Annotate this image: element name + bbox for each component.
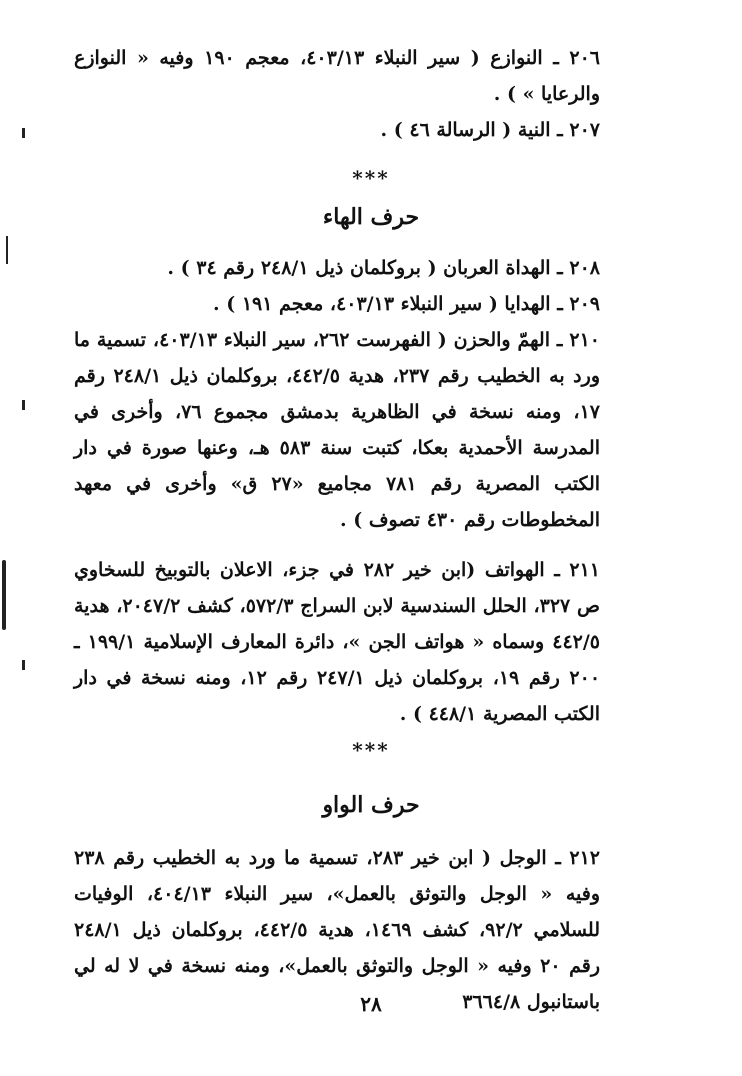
top-entries (74, 40, 600, 148)
section-heading-ha: حرف الهاء (322, 204, 420, 230)
entry-212: ٢١٢ ـ الوجل ( ابن خير ٢٨٣، تسمية ما ورد به الخطيب رقم ٢٣٨ وفيه « الوجل والتوثق بالعمل»، سير النبلاء ٤٠٤/١٣، الوفيات للسلامي ٩٢/٢، كشف ١٤٦٩، هدية ٤٤٢/٥، بروكلمان ذيل ٢٤٨/١ رقم ٢٠ وفيه « الوجل والتوثق بالعمل»، ومنه نسخة في لا له لي باستانبول ٣٦٦٤/٨ (74, 847, 600, 1013)
entry-208: ٢٠٨ ـ الهداة العربان ( بروكلمان ذيل ٢٤٨/١ رقم ٣٤ ) . (167, 257, 600, 279)
scan-mark (6, 236, 8, 264)
scan-mark (2, 560, 6, 630)
entry-206: ٢٠٦ ـ النوازع ( سير النبلاء ٤٠٣/١٣، معجم ١٩٠ وفيه « النوازع والرعايا » ) . (74, 47, 600, 105)
scan-mark (22, 128, 25, 138)
section-heading-waw: حرف الواو (322, 792, 420, 818)
section-separator: *** (352, 738, 390, 762)
scan-mark (22, 660, 25, 670)
entry-210: ٢١٠ ـ الهمّ والحزن ( الفهرست ٢٦٢، سير النبلاء ٤٠٣/١٣، تسمية ما ورد به الخطيب رقم ٢٣٧، هدية ٤٤٢/٥، بروكلمان ذيل ٢٤٨/١ رقم ١٧، ومنه نسخة في الظاهرية بدمشق مجموع ٧٦، وأخرى في المدرسة الأحمدية بعكا، كتبت سنة ٥٨٣ هـ، وعنها صورة في دار الكتب المصرية رقم ٧٨١ مجاميع «٢٧ ق» وأخرى في معهد المخطوطات رقم ٤٣٠ تصوف ) . (74, 329, 601, 531)
entry-209: ٢٠٩ ـ الهدايا ( سير النبلاء ٤٠٣/١٣، معجم ١٩١ ) . (212, 293, 600, 315)
page-number: ٢٨ (360, 992, 382, 1016)
entry-211: ٢١١ ـ الهواتف (ابن خير ٢٨٢ في جزء، الاعلان بالتوبيخ للسخاوي ص ٣٢٧، الحلل السندسية لابن السراج ٥٧٢/٣، كشف ٢٠٤٧/٢، هدية ٤٤٢/٥ وسماه « هواتف الجن »، دائرة المعارف الإسلامية ١٩٩/١ ـ ٢٠٠ رقم ١٩، بروكلمان ذيل ٢٤٧/١ رقم ١٢، ومنه نسخة في دار الكتب المصرية ٤٤٨/١ ) . (74, 559, 601, 725)
entry-207: ٢٠٧ ـ النية ( الرسالة ٤٦ ) . (380, 119, 600, 141)
section-separator: *** (352, 166, 390, 190)
scan-mark (22, 400, 25, 410)
section-ha-entries (74, 250, 600, 732)
